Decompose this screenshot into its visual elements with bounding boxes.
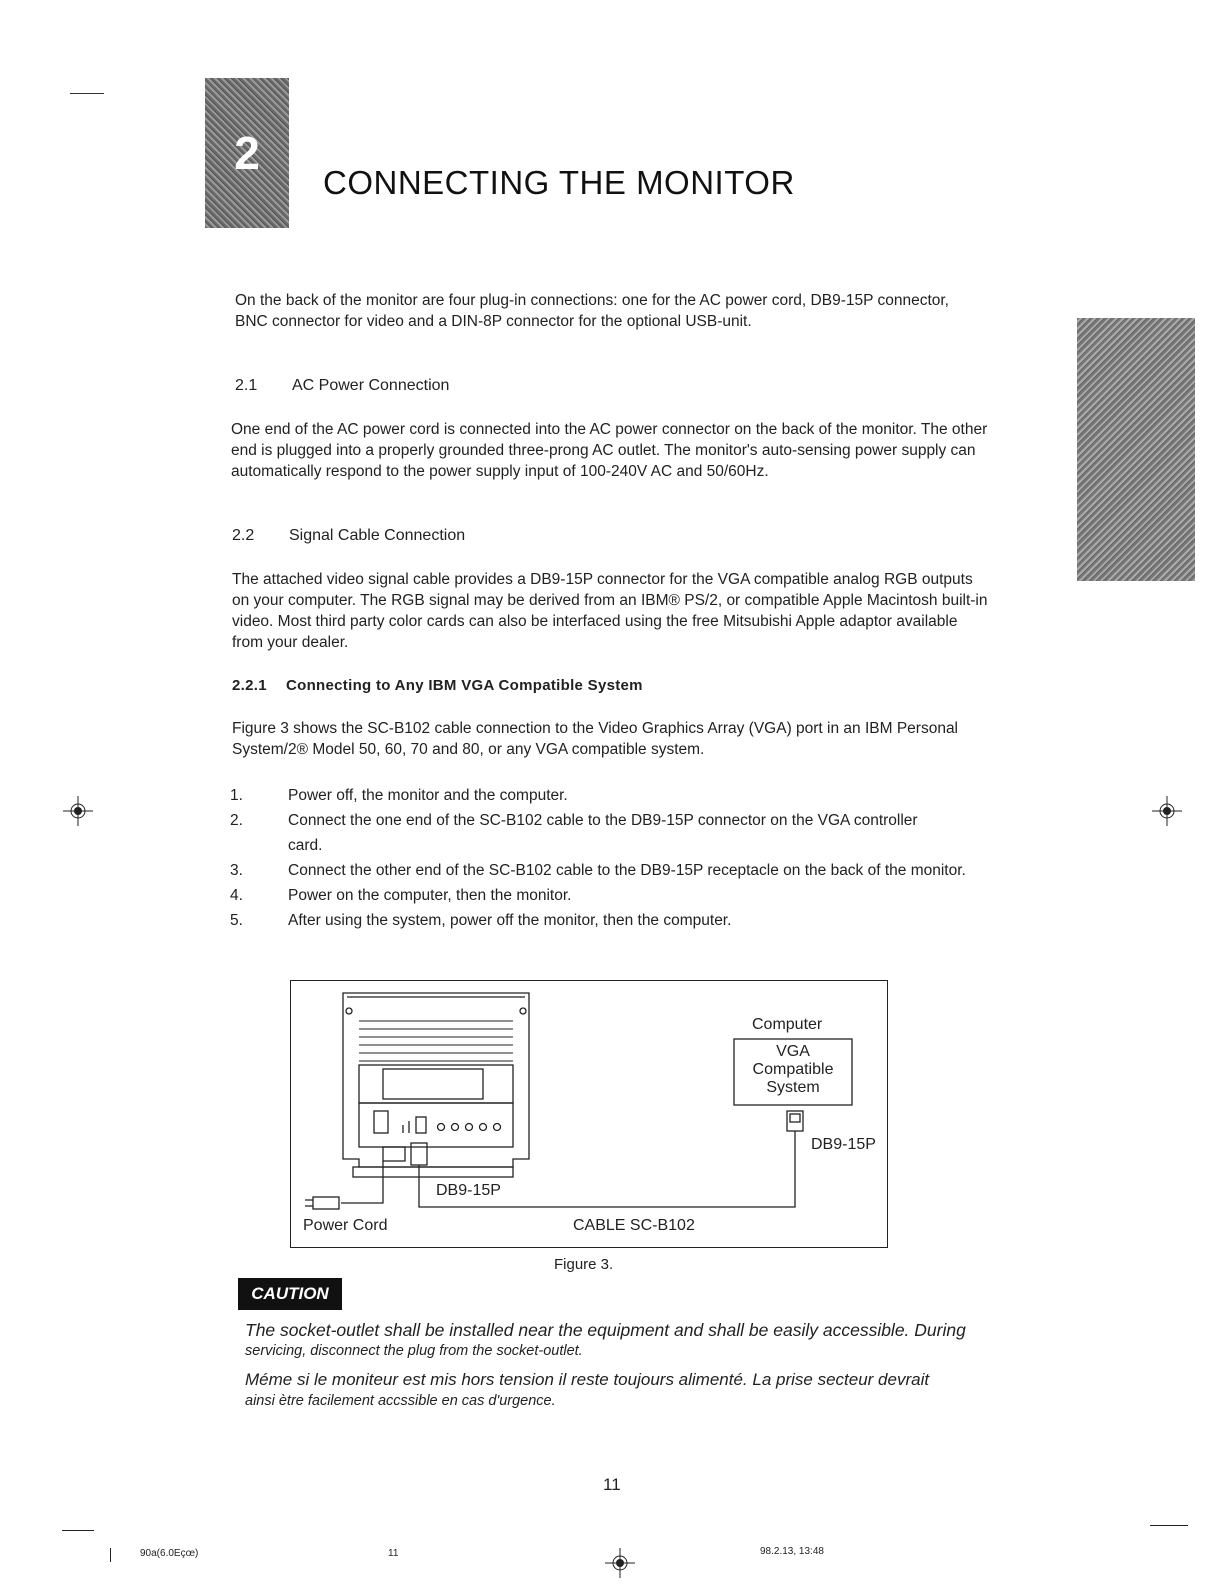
caution-line: ainsi ètre facilement accssible en cas d'urgence.	[245, 1393, 556, 1409]
registration-mark-icon	[605, 1548, 635, 1578]
crop-rule	[1150, 1525, 1188, 1526]
step-number: 1.	[230, 787, 243, 804]
chapter-title: CONNECTING THE MONITOR	[323, 164, 795, 201]
section-title: Connecting to Any IBM VGA Compatible System	[286, 677, 643, 694]
list-item	[230, 783, 990, 808]
section-2-2-heading	[232, 527, 465, 545]
crop-rule	[110, 1548, 111, 1562]
registration-mark-icon	[63, 796, 93, 826]
section-2-1-heading	[235, 377, 449, 395]
step-number: 5.	[230, 912, 243, 929]
vga-line: System	[766, 1079, 820, 1096]
db9-computer-label: DB9-15P	[811, 1136, 876, 1153]
list-item	[230, 908, 990, 933]
caution-text-french	[245, 1369, 1015, 1411]
section-2-2-1-heading	[232, 677, 643, 694]
list-item	[230, 808, 990, 858]
vga-line: Compatible	[752, 1061, 834, 1078]
section-title: AC Power Connection	[292, 377, 450, 394]
list-item	[230, 883, 990, 908]
step-text: After using the system, power off the monitor, then the computer.	[288, 912, 732, 929]
footer-timestamp: 98.2.13, 13:48	[760, 1546, 824, 1557]
section-number: 2.2	[232, 527, 255, 544]
section-number: 2.1	[235, 377, 258, 394]
step-text: Power off, the monitor and the computer.	[288, 787, 568, 804]
step-number: 3.	[230, 862, 243, 879]
db9-monitor-label: DB9-15P	[436, 1182, 501, 1199]
intro-paragraph: On the back of the monitor are four plug-in connections: one for the AC power cord, DB9-15P connector, BNC connector for video and a DIN-8P connector for the optional USB-unit.	[235, 292, 949, 330]
caution-text-english	[245, 1319, 1015, 1361]
figure-3-frame	[290, 980, 888, 1248]
step-number: 2.	[230, 812, 243, 829]
power-cord-label: Power Cord	[303, 1217, 388, 1234]
figure-caption: Figure 3.	[554, 1256, 614, 1273]
chapter-number-badge: 2	[205, 78, 289, 228]
section-2-2-body: The attached video signal cable provides a DB9-15P connector for the VGA compatible analog RGB outputs on your computer. The RGB signal may be derived from an IBM® PS/2, or compatible Apple Macintosh built-in video. Most third party color cards can also be interfaced using the free Mitsubishi Apple adaptor available from your dealer.	[232, 571, 988, 651]
step-number: 4.	[230, 887, 243, 904]
section-title: Signal Cable Connection	[289, 527, 466, 544]
steps-list	[230, 783, 990, 933]
step-text: Connect the other end of the SC-B102 cable to the DB9-15P receptacle on the back of the monitor.	[288, 862, 966, 879]
list-item	[230, 858, 990, 883]
vga-system-label	[734, 1043, 852, 1097]
section-2-1-body: One end of the AC power cord is connected into the AC power connector on the back of the monitor. The other end is plugged into a properly grounded three-prong AC outlet. The monitor's auto-sensing power supply can automatically respond to the power supply input of 100-240V AC and 50/60Hz.	[231, 421, 988, 480]
step-text: Connect the one end of the SC-B102 cable to the DB9-15P connector on the VGA controller card.	[288, 812, 918, 854]
side-tab-marker	[1077, 318, 1195, 581]
caution-line: servicing, disconnect the plug from the socket-outlet.	[245, 1343, 583, 1359]
footer-page-ref: 11	[388, 1548, 399, 1559]
step-text: Power on the computer, then the monitor.	[288, 887, 572, 904]
page-number: 11	[603, 1475, 621, 1494]
registration-mark-icon	[1152, 796, 1182, 826]
vga-line: VGA	[776, 1043, 810, 1060]
footer-file-code: 90a(6.0Eçœ)	[140, 1548, 199, 1559]
caution-line: The socket-outlet shall be installed near the equipment and shall be easily accessible. During	[245, 1320, 966, 1340]
section-2-2-1-body: Figure 3 shows the SC-B102 cable connection to the Video Graphics Array (VGA) port in an IBM Personal System/2® Model 50, 60, 70 and 80, or any VGA compatible system.	[232, 720, 959, 758]
crop-rule	[62, 1530, 94, 1531]
section-number: 2.2.1	[232, 677, 267, 694]
corner-rule	[70, 93, 104, 94]
cable-label: CABLE SC-B102	[573, 1217, 695, 1234]
caution-badge: CAUTION	[238, 1278, 342, 1310]
caution-line: Méme si le moniteur est mis hors tension il reste toujours alimenté. La prise secteur devrait	[245, 1370, 930, 1389]
computer-label: Computer	[752, 1016, 823, 1033]
